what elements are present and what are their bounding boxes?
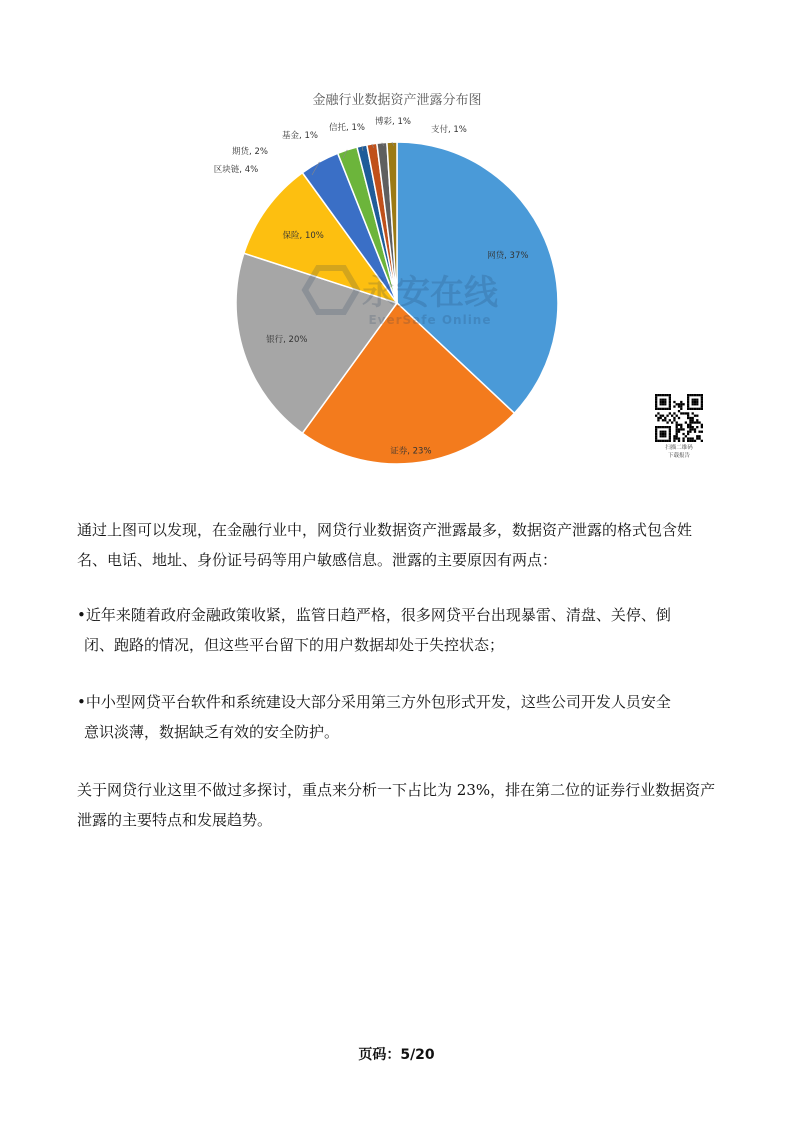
- qr-module: [680, 401, 682, 403]
- qr-module: [673, 440, 675, 442]
- qr-module: [696, 408, 698, 410]
- qr-module: [660, 433, 662, 435]
- qr-module: [673, 417, 675, 419]
- intro-paragraph: 通过上图可以发现，在金融行业中，网贷行业数据资产泄露最多，数据资产泄露的格式包含姓名、电话、地址、身份证号码等用户敏感信息。泄露的主要原因有两点：: [77, 521, 693, 569]
- qr-module: [701, 424, 703, 426]
- qr-module: [694, 403, 696, 405]
- qr-module: [657, 419, 659, 421]
- qr-module: [676, 424, 678, 426]
- qr-module: [655, 396, 657, 398]
- qr-module: [664, 403, 666, 405]
- qr-module: [664, 419, 666, 421]
- qr-module: [687, 431, 689, 433]
- qr-module: [676, 403, 678, 405]
- qr-module: [687, 437, 689, 439]
- qr-caption: [648, 444, 710, 460]
- qr-module: [660, 394, 662, 396]
- chart-title: 金融行业数据资产泄露分布图: [312, 93, 482, 108]
- qr-module: [701, 396, 703, 398]
- qr-module: [660, 435, 662, 437]
- qr-module: [664, 417, 666, 419]
- qr-caption-line2: 下载报告: [667, 453, 690, 459]
- qr-module: [685, 435, 687, 437]
- qr-module: [662, 403, 664, 405]
- qr-module: [676, 437, 678, 439]
- qr-module: [701, 408, 703, 410]
- qr-module: [662, 394, 664, 396]
- qr-module: [662, 419, 664, 421]
- qr-module: [680, 412, 682, 414]
- qr-module: [660, 417, 662, 419]
- qr-module: [694, 399, 696, 401]
- qr-module: [696, 415, 698, 417]
- qr-module: [676, 428, 678, 430]
- qr-module: [678, 410, 680, 412]
- qr-module: [669, 394, 671, 396]
- qr-module: [676, 433, 678, 435]
- qr-module: [655, 399, 657, 401]
- qr-module: [655, 403, 657, 405]
- qr-module: [689, 437, 691, 439]
- qr-module: [671, 421, 673, 423]
- pie-label-4: 保险, 10%: [282, 230, 324, 241]
- qr-module: [669, 426, 671, 428]
- qr-module: [660, 426, 662, 428]
- qr-module: [696, 437, 698, 439]
- qr-module: [666, 426, 668, 428]
- qr-module: [662, 399, 664, 401]
- qr-module: [660, 440, 662, 442]
- qr-module: [696, 421, 698, 423]
- qr-module: [669, 433, 671, 435]
- qr-module: [680, 426, 682, 428]
- qr-module: [698, 408, 700, 410]
- qr-module: [689, 419, 691, 421]
- qr-module: [657, 394, 659, 396]
- qr-module: [660, 408, 662, 410]
- qr-module: [676, 431, 678, 433]
- qr-module: [682, 440, 684, 442]
- qr-module: [660, 415, 662, 417]
- qr-module: [687, 405, 689, 407]
- qr-module: [687, 396, 689, 398]
- qr-module: [701, 405, 703, 407]
- qr-module: [673, 412, 675, 414]
- qr-module: [662, 426, 664, 428]
- qr-module: [689, 426, 691, 428]
- qr-module: [687, 415, 689, 417]
- qr-module: [655, 437, 657, 439]
- qr-module: [664, 399, 666, 401]
- qr-module: [692, 426, 694, 428]
- qr-module: [662, 440, 664, 442]
- qr-module: [673, 435, 675, 437]
- bullet-1-line-1: •近年来随着政府金融政策收紧，监管日趋严格，很多网贷平台出现暴雷、清盘、关停、倒: [77, 606, 671, 624]
- qr-module: [687, 417, 689, 419]
- qr-module: [662, 401, 664, 403]
- qr-caption-line1: 扫描二维码: [665, 445, 693, 451]
- qr-module: [687, 394, 689, 396]
- qr-module: [657, 408, 659, 410]
- qr-module: [698, 421, 700, 423]
- qr-module: [694, 401, 696, 403]
- qr-module: [687, 408, 689, 410]
- qr-module: [669, 401, 671, 403]
- qr-module: [664, 394, 666, 396]
- qr-module: [692, 399, 694, 401]
- qr-module: [669, 440, 671, 442]
- qr-module: [692, 408, 694, 410]
- pie-label-6: 期货, 2%: [232, 147, 268, 157]
- qr-module: [673, 405, 675, 407]
- qr-module: [669, 405, 671, 407]
- qr-module: [676, 415, 678, 417]
- qr-module: [692, 437, 694, 439]
- qr-module: [666, 421, 668, 423]
- pie-label-10: 支付, 1%: [431, 125, 467, 135]
- qr-module: [655, 426, 657, 428]
- pie-label-9: 博彩, 1%: [375, 117, 411, 127]
- qr-module: [701, 426, 703, 428]
- qr-module: [662, 435, 664, 437]
- qr-module: [678, 437, 680, 439]
- pie-label-2: 证券, 23%: [390, 446, 432, 457]
- qr-module: [694, 394, 696, 396]
- qr-module: [694, 408, 696, 410]
- qr-module: [669, 431, 671, 433]
- qr-module: [687, 424, 689, 426]
- qr-module: [701, 440, 703, 442]
- qr-module: [669, 428, 671, 430]
- qr-module: [664, 431, 666, 433]
- qr-module: [662, 408, 664, 410]
- bullet-2-line-1: •中小型网贷平台软件和系统建设大部分采用第三方外包形式开发，这些公司开发人员安全: [77, 693, 671, 711]
- pie-label-7: 基金, 1%: [282, 131, 318, 141]
- qr-module: [669, 408, 671, 410]
- qr-module: [682, 433, 684, 435]
- qr-module: [676, 421, 678, 423]
- qr-module: [682, 428, 684, 430]
- qr-module: [662, 415, 664, 417]
- qr-module: [696, 394, 698, 396]
- qr-module: [692, 417, 694, 419]
- qr-module: [694, 415, 696, 417]
- closing-paragraph: 关于网贷行业这里不做过多探讨，重点来分析一下占比为 23%，排在第二位的证券行业数据资产泄露的主要特点和发展趋势。: [77, 781, 716, 829]
- qr-module: [660, 431, 662, 433]
- qr-module: [698, 394, 700, 396]
- qr-module: [692, 394, 694, 396]
- qr-module: [694, 421, 696, 423]
- qr-module: [660, 399, 662, 401]
- watermark-sub-text: EverSafe Online: [368, 313, 492, 327]
- qr-module: [669, 419, 671, 421]
- qr-module: [655, 401, 657, 403]
- qr-module: [655, 435, 657, 437]
- qr-module: [689, 394, 691, 396]
- qr-module: [685, 421, 687, 423]
- qr-module: [689, 417, 691, 419]
- qr-module: [657, 417, 659, 419]
- qr-module: [655, 405, 657, 407]
- qr-module: [678, 440, 680, 442]
- qr-module: [660, 403, 662, 405]
- qr-module: [655, 440, 657, 442]
- qr-module: [698, 431, 700, 433]
- qr-module: [666, 415, 668, 417]
- qr-module: [680, 408, 682, 410]
- qr-module: [676, 426, 678, 428]
- qr-module: [694, 440, 696, 442]
- qr-module: [682, 412, 684, 414]
- qr-module: [698, 435, 700, 437]
- qr-module: [696, 426, 698, 428]
- qr-module: [669, 435, 671, 437]
- qr-module: [666, 440, 668, 442]
- qr-module: [689, 424, 691, 426]
- qr-module: [687, 440, 689, 442]
- qr-module: [669, 437, 671, 439]
- qr-module: [687, 412, 689, 414]
- qr-module: [694, 428, 696, 430]
- qr-module: [657, 412, 659, 414]
- qr-module: [687, 399, 689, 401]
- qr-module: [660, 401, 662, 403]
- qr-module: [692, 403, 694, 405]
- qr-module: [678, 405, 680, 407]
- watermark-main-text: 永安在线: [362, 273, 498, 313]
- qr-module: [680, 424, 682, 426]
- qr-module: [666, 408, 668, 410]
- qr-module: [701, 399, 703, 401]
- qr-module: [655, 408, 657, 410]
- page-number: 页码：5/20: [358, 1047, 435, 1063]
- qr-module: [655, 428, 657, 430]
- qr-module: [692, 440, 694, 442]
- qr-module: [664, 426, 666, 428]
- pie-label-8: 信托, 1%: [329, 123, 365, 133]
- qr-module: [692, 401, 694, 403]
- qr-module: [678, 428, 680, 430]
- qr-module: [657, 440, 659, 442]
- qr-module: [669, 412, 671, 414]
- qr-module: [701, 431, 703, 433]
- qr-module: [698, 437, 700, 439]
- qr-module: [664, 433, 666, 435]
- qr-module: [692, 421, 694, 423]
- qr-code: [655, 394, 703, 442]
- qr-module: [673, 437, 675, 439]
- qr-module: [692, 412, 694, 414]
- pie-label-3: 银行, 20%: [266, 334, 308, 345]
- qr-module: [685, 412, 687, 414]
- qr-module: [678, 431, 680, 433]
- qr-module: [655, 433, 657, 435]
- bullet-item-1: [77, 600, 717, 660]
- qr-module: [701, 403, 703, 405]
- qr-module: [671, 415, 673, 417]
- qr-module: [664, 401, 666, 403]
- qr-module: [664, 408, 666, 410]
- qr-module: [687, 426, 689, 428]
- qr-module: [696, 419, 698, 421]
- qr-module: [687, 403, 689, 405]
- qr-module: [701, 394, 703, 396]
- qr-module: [682, 437, 684, 439]
- qr-module: [678, 403, 680, 405]
- qr-module: [678, 424, 680, 426]
- qr-module: [689, 428, 691, 430]
- qr-module: [689, 440, 691, 442]
- pie-label-1: 网贷, 37%: [487, 251, 529, 261]
- qr-module: [655, 394, 657, 396]
- qr-module: [689, 421, 691, 423]
- qr-module: [669, 403, 671, 405]
- qr-module: [696, 435, 698, 437]
- bullet-1-line-2: 闭、跑路的情况，但这些平台留下的用户数据却处于失控状态；: [84, 636, 505, 654]
- qr-module: [664, 440, 666, 442]
- qr-module: [678, 417, 680, 419]
- qr-module: [657, 426, 659, 428]
- qr-module: [687, 433, 689, 435]
- qr-module: [680, 405, 682, 407]
- qr-module: [673, 419, 675, 421]
- qr-module: [689, 431, 691, 433]
- qr-module: [669, 396, 671, 398]
- qr-module: [692, 428, 694, 430]
- qr-module: [687, 401, 689, 403]
- qr-module: [680, 428, 682, 430]
- qr-module: [666, 394, 668, 396]
- qr-module: [662, 431, 664, 433]
- qr-module: [655, 415, 657, 417]
- qr-module: [701, 401, 703, 403]
- bullet-item-2: [77, 687, 717, 747]
- qr-module: [673, 401, 675, 403]
- qr-module: [655, 431, 657, 433]
- qr-module: [696, 399, 698, 401]
- qr-module: [694, 431, 696, 433]
- qr-module: [682, 403, 684, 405]
- qr-module: [696, 403, 698, 405]
- qr-module: [676, 435, 678, 437]
- qr-module: [696, 401, 698, 403]
- qr-module: [680, 403, 682, 405]
- qr-module: [664, 435, 666, 437]
- qr-module: [662, 433, 664, 435]
- pie-label-5: 区块链, 4%: [213, 165, 259, 175]
- bullet-2-line-2: 意识淡薄，数据缺乏有效的安全防护。: [84, 723, 340, 741]
- qr-module: [692, 419, 694, 421]
- qr-module: [669, 399, 671, 401]
- qr-module: [689, 408, 691, 410]
